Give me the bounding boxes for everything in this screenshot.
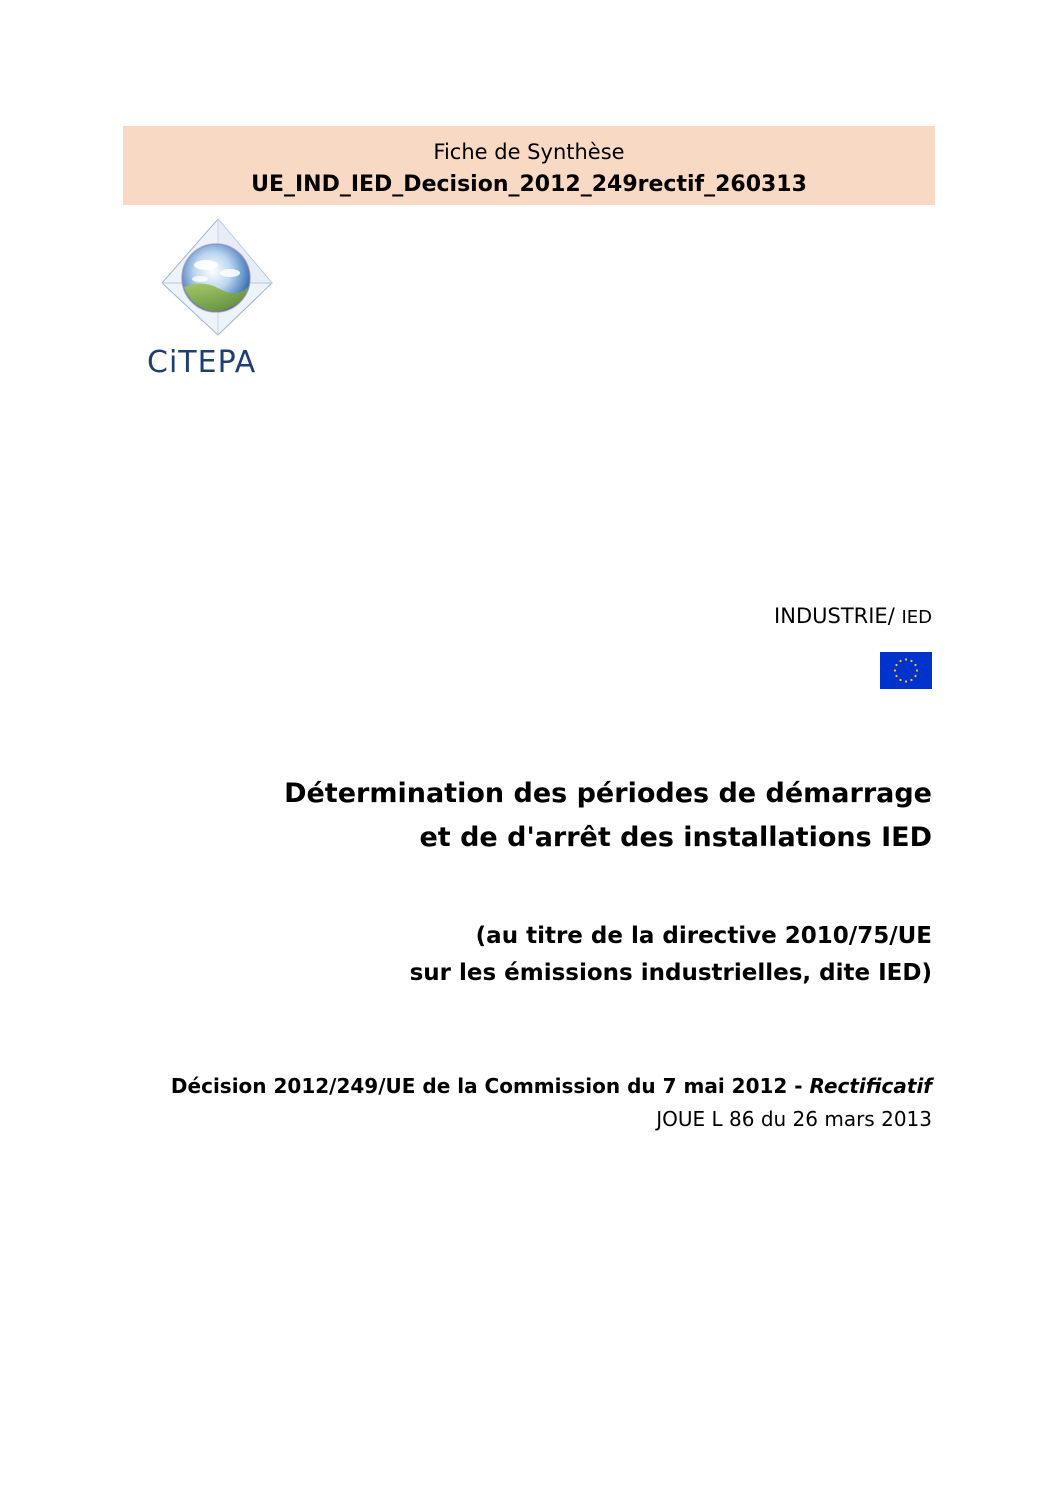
decision-line-1 (171, 1070, 932, 1103)
category-main: INDUSTRIE/ (774, 604, 902, 628)
flag-star (894, 669, 896, 671)
title-line-2: et de d'arrêt des installations IED (419, 822, 932, 853)
flag-star (910, 679, 912, 681)
subtitle-line-1: (au titre de la directive 2010/75/UE (475, 923, 932, 949)
flag-star (905, 680, 907, 682)
flag-star (895, 675, 897, 677)
flag-star (895, 664, 897, 666)
logo-text: CiTEPA (147, 345, 257, 380)
flag-star (914, 675, 916, 677)
eu-flag-icon (880, 652, 932, 689)
category-label (774, 602, 932, 632)
flag-star (899, 679, 901, 681)
flag-star (905, 658, 907, 660)
decision-rectificatif: Rectificatif (809, 1074, 932, 1098)
decision-text: Décision 2012/249/UE de la Commission du 7 mai 2012 - (170, 1074, 810, 1098)
document-reference: UE_IND_IED_Decision_2012_249rectif_260313 (251, 172, 807, 197)
subtitle-line-2: sur les émissions industrielles, dite IED) (409, 960, 932, 986)
flag-star (910, 660, 912, 662)
flag-star (914, 664, 916, 666)
decision-line-2: JOUE L 86 du 26 mars 2013 (656, 1107, 932, 1131)
document-subtitle (410, 918, 932, 992)
category-sub: IED (901, 607, 932, 628)
document-title (284, 772, 932, 860)
flag-star (899, 660, 901, 662)
title-line-1: Détermination des périodes de démarrage (284, 778, 932, 809)
flag-star (916, 669, 918, 671)
document-type: Fiche de Synthèse (433, 140, 625, 164)
header-band (123, 126, 935, 205)
decision-reference (171, 1070, 932, 1136)
